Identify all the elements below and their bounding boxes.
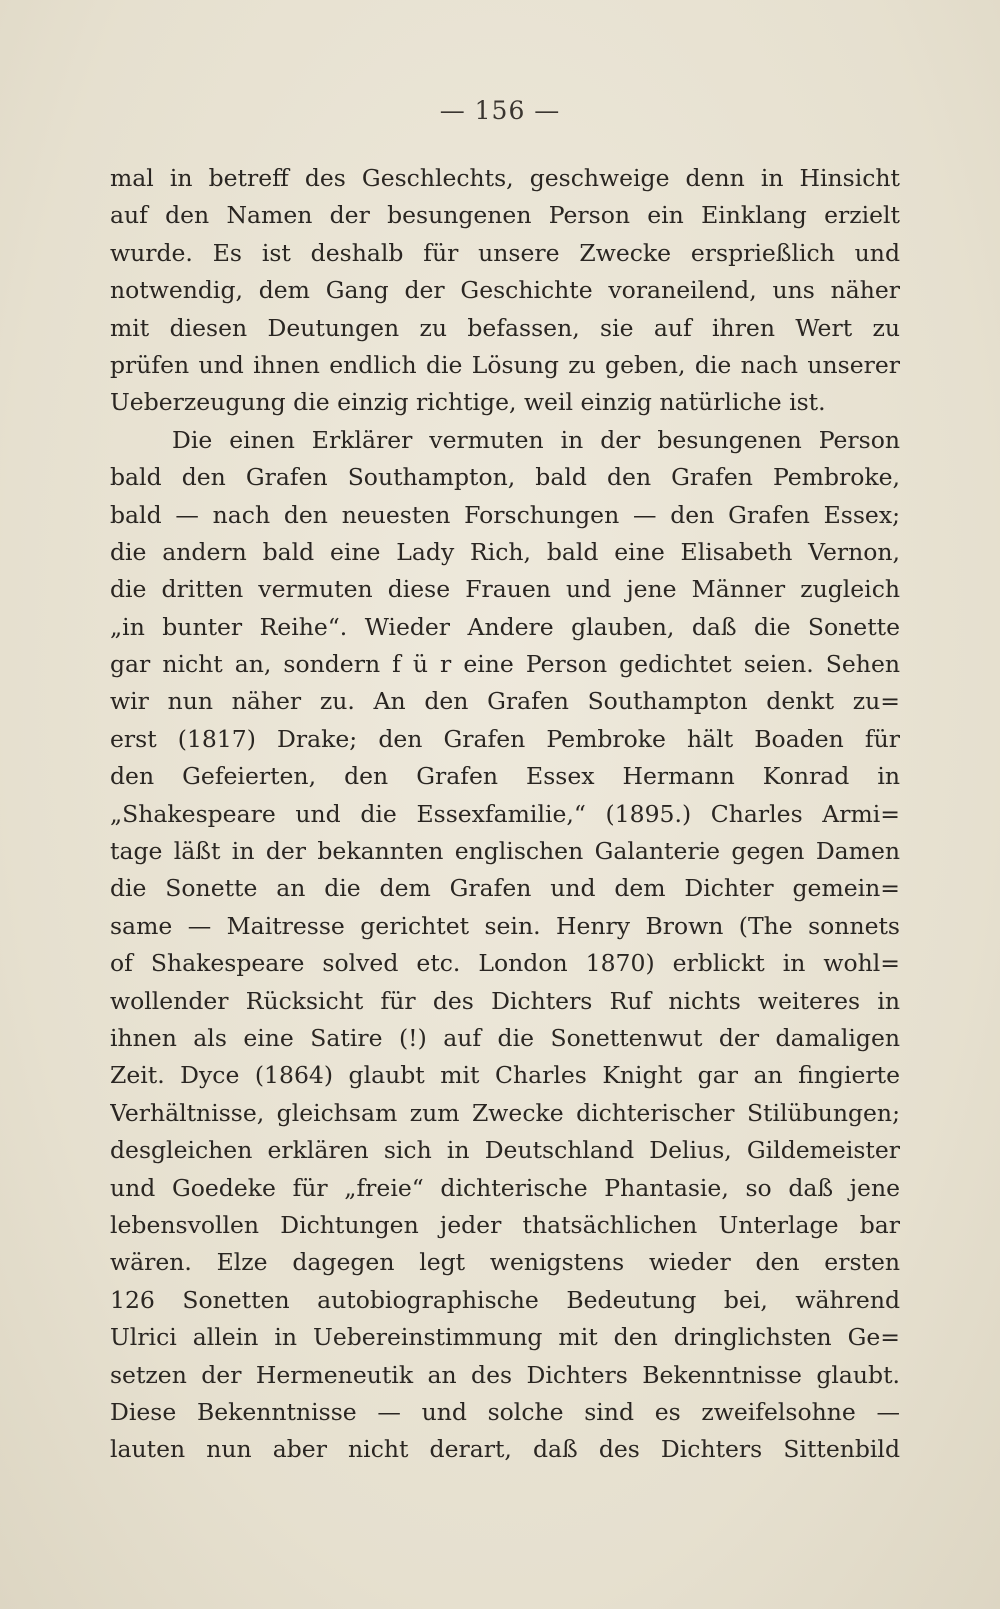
text-line: desgleichen erklären sich in Deutschland Delius, Gildemeister bbox=[110, 1136, 900, 1165]
text-line: Diese Bekenntnisse — und solche sind es zweifelsohne — bbox=[110, 1397, 900, 1426]
text-line: same — Maitresse gerichtet sein. Henry Brown (The sonnets bbox=[110, 911, 900, 940]
text-line: tage läßt in der bekannten englischen Galanterie gegen Damen bbox=[110, 837, 900, 866]
text-line: wurde. Es ist deshalb für unsere Zwecke ersprießlich und bbox=[110, 238, 900, 267]
text-line: die dritten vermuten diese Frauen und jene Männer zugleich bbox=[110, 575, 900, 604]
text-line: gar nicht an, sondern f ü r eine Person gedichtet seien. Sehen bbox=[110, 650, 900, 679]
text-line: Die einen Erklärer vermuten in der besungenen Person bbox=[172, 425, 900, 454]
text-line: wären. Elze dagegen legt wenigstens wieder den ersten bbox=[110, 1248, 900, 1277]
text-line: auf den Namen der besungenen Person ein Einklang erzielt bbox=[110, 201, 900, 230]
text-line: prüfen und ihnen endlich die Lösung zu geben, die nach unserer bbox=[110, 350, 900, 379]
text-line: Zeit. Dyce (1864) glaubt mit Charles Knight gar an fingierte bbox=[110, 1061, 900, 1090]
text-line: Verhältnisse, gleichsam zum Zwecke dichterischer Stilübungen; bbox=[110, 1098, 900, 1127]
text-line: bald — nach den neuesten Forschungen — den Grafen Essex; bbox=[110, 500, 900, 529]
body-text bbox=[110, 160, 900, 1469]
paragraph-1 bbox=[110, 160, 900, 422]
text-line: setzen der Hermeneutik an des Dichters Bekenntnisse glaubt. bbox=[110, 1360, 900, 1389]
text-line: ihnen als eine Satire (!) auf die Sonettenwut der damaligen bbox=[110, 1023, 900, 1052]
text-line: Ulrici allein in Uebereinstimmung mit den dringlichsten Ge= bbox=[110, 1323, 900, 1352]
text-line: „in bunter Reihe“. Wieder Andere glauben, daß die Sonette bbox=[110, 612, 900, 641]
paragraph-2 bbox=[110, 422, 900, 1469]
text-line: lauten nun aber nicht derart, daß des Dichters Sittenbild bbox=[110, 1435, 900, 1464]
text-line: mit diesen Deutungen zu befassen, sie auf ihren Wert zu bbox=[110, 313, 900, 342]
text-line: die Sonette an die dem Grafen und dem Dichter gemein= bbox=[110, 874, 900, 903]
text-line: und Goedeke für „freie“ dichterische Phantasie, so daß jene bbox=[110, 1173, 900, 1202]
text-line: den Gefeierten, den Grafen Essex Hermann Konrad in bbox=[110, 762, 900, 791]
text-line: wollender Rücksicht für des Dichters Ruf nichts weiteres in bbox=[110, 986, 900, 1015]
text-line: Ueberzeugung die einzig richtige, weil einzig natürliche ist. bbox=[110, 388, 826, 417]
text-line: „Shakespeare und die Essexfamilie,“ (1895.) Charles Armi= bbox=[110, 799, 900, 828]
text-line: bald den Grafen Southampton, bald den Grafen Pembroke, bbox=[110, 463, 900, 492]
text-line: mal in betreff des Geschlechts, geschweige denn in Hinsicht bbox=[110, 164, 900, 192]
text-line: of Shakespeare solved etc. London 1870) erblickt in wohl= bbox=[110, 949, 900, 978]
text-line: 126 Sonetten autobiographische Bedeutung bei, während bbox=[110, 1285, 900, 1314]
text-line: wir nun näher zu. An den Grafen Southampton denkt zu= bbox=[110, 687, 900, 716]
text-line: die andern bald eine Lady Rich, bald eine Elisabeth Vernon, bbox=[110, 537, 900, 566]
text-line: lebensvollen Dichtungen jeder thatsächlichen Unterlage bar bbox=[110, 1210, 900, 1239]
text-line: erst (1817) Drake; den Grafen Pembroke hält Boaden für bbox=[110, 724, 900, 753]
text-line: notwendig, dem Gang der Geschichte voraneilend, uns näher bbox=[110, 276, 900, 305]
page-number: — 156 — bbox=[439, 96, 561, 125]
